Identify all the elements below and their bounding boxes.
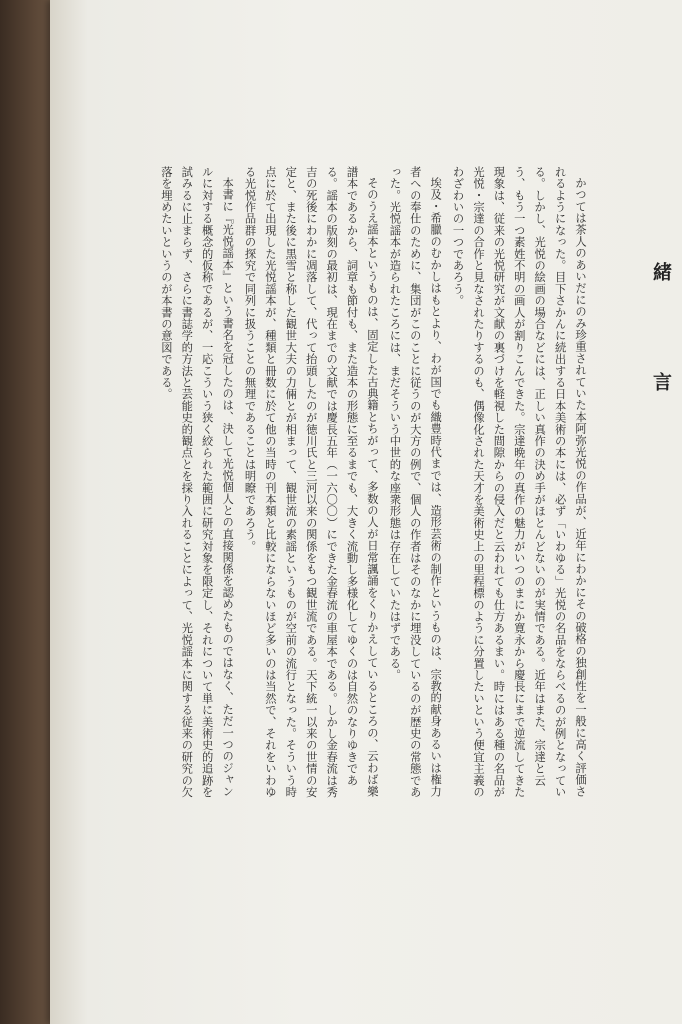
paragraph-1: かつては茶人のあいだにのみ珍重されていた本阿弥光悦の作品が、近年にわかにその破格の独創性を一般に高く評価されるようになった。目下さかんに続出する日本美術の本には、必ず「いわゆる」光悦の名品をならべるのが例となっている。しかし、光悦の絵画の場合などには、正しい真作の決め手がほとんどないのが実情である。近年はまた、宗達と云う、もう一つ素姓不明の画人が割りこんできた。宗達晩年の真作の魅力がいつのまにか寛永から慶長にまで逆流してきた現象は、従来の光悦研究が文献の裏づけを軽視した間隙からの侵入だと云われても仕方あるまい。時にはある種の名品が光悦・宗達の合作と見なされたりするのも、偶像化された天才を美術史上の里程標のように分置したいという便宜主義のわざわいの一つであろう。: [451, 166, 587, 798]
paragraph-3: そのうえ謡本というものは、固定した古典籍とちがって、多数の人が日常諷誦をくりかえしているところの、云わば樂譜本であるから、詞章も節付も、また造本の形態に至るまでも、大きく流動し多様化してゆくのは自然のなりゆきである。謡本の版刻の最初は、現在までの文献では慶長五年（一六〇〇）にできた金春流の車屋本である。しかし金春流は秀吉の死後にわかに凋落して、代って抬頭したのが徳川氏と三河以来の関係をもつ観世流である。天下統一以来の世情の安定と、また後に黒雪と称した観世大夫の力倆とが相まって、観世流の素謡というものが空前の流行となった。そういう時点に於て出現した光悦謡本が、種類と冊数に於て他の当時の刊本類と比較にならないほど多いのは当然で、それをいわゆる光悦作品群の探究で同列に扱うことの無理であることは明瞭であろう。: [243, 166, 379, 798]
paragraph-2: 埃及・希臘のむかしはもとより、わが国でも織豊時代までは、造形芸術の制作というものは、宗教的献身あるいは権力者への奉仕のために、集団がこのことに従うのが大方の例で、個人の作者はそのなかに埋没しているのが歴史の常態であった。光悦謡本が造られたころには、まだそういう中世的な座衆形態は存在していたはずである。: [388, 166, 443, 798]
section-heading: 緒 言: [650, 262, 672, 427]
paragraph-4: 本書に『光悦謡本』という書名を冠したのは、決して光悦個人との直接関係を認めたものではなく、ただ一つのジャンルに対する概念的仮称であるが、一応こういう狭く絞られた範囲に研究対象を限定し、それについて単に美術史的追跡を試みるに止まらず、さらに書誌学的方法と芸能史的観点とを採り入れることによって、光悦謡本に関する従来の研究の欠落を埋めたいというのが本書の意図である。: [159, 166, 235, 798]
book-page: [50, 0, 682, 1024]
book-binding-edge: [0, 0, 56, 1024]
preface-body: [155, 166, 590, 806]
